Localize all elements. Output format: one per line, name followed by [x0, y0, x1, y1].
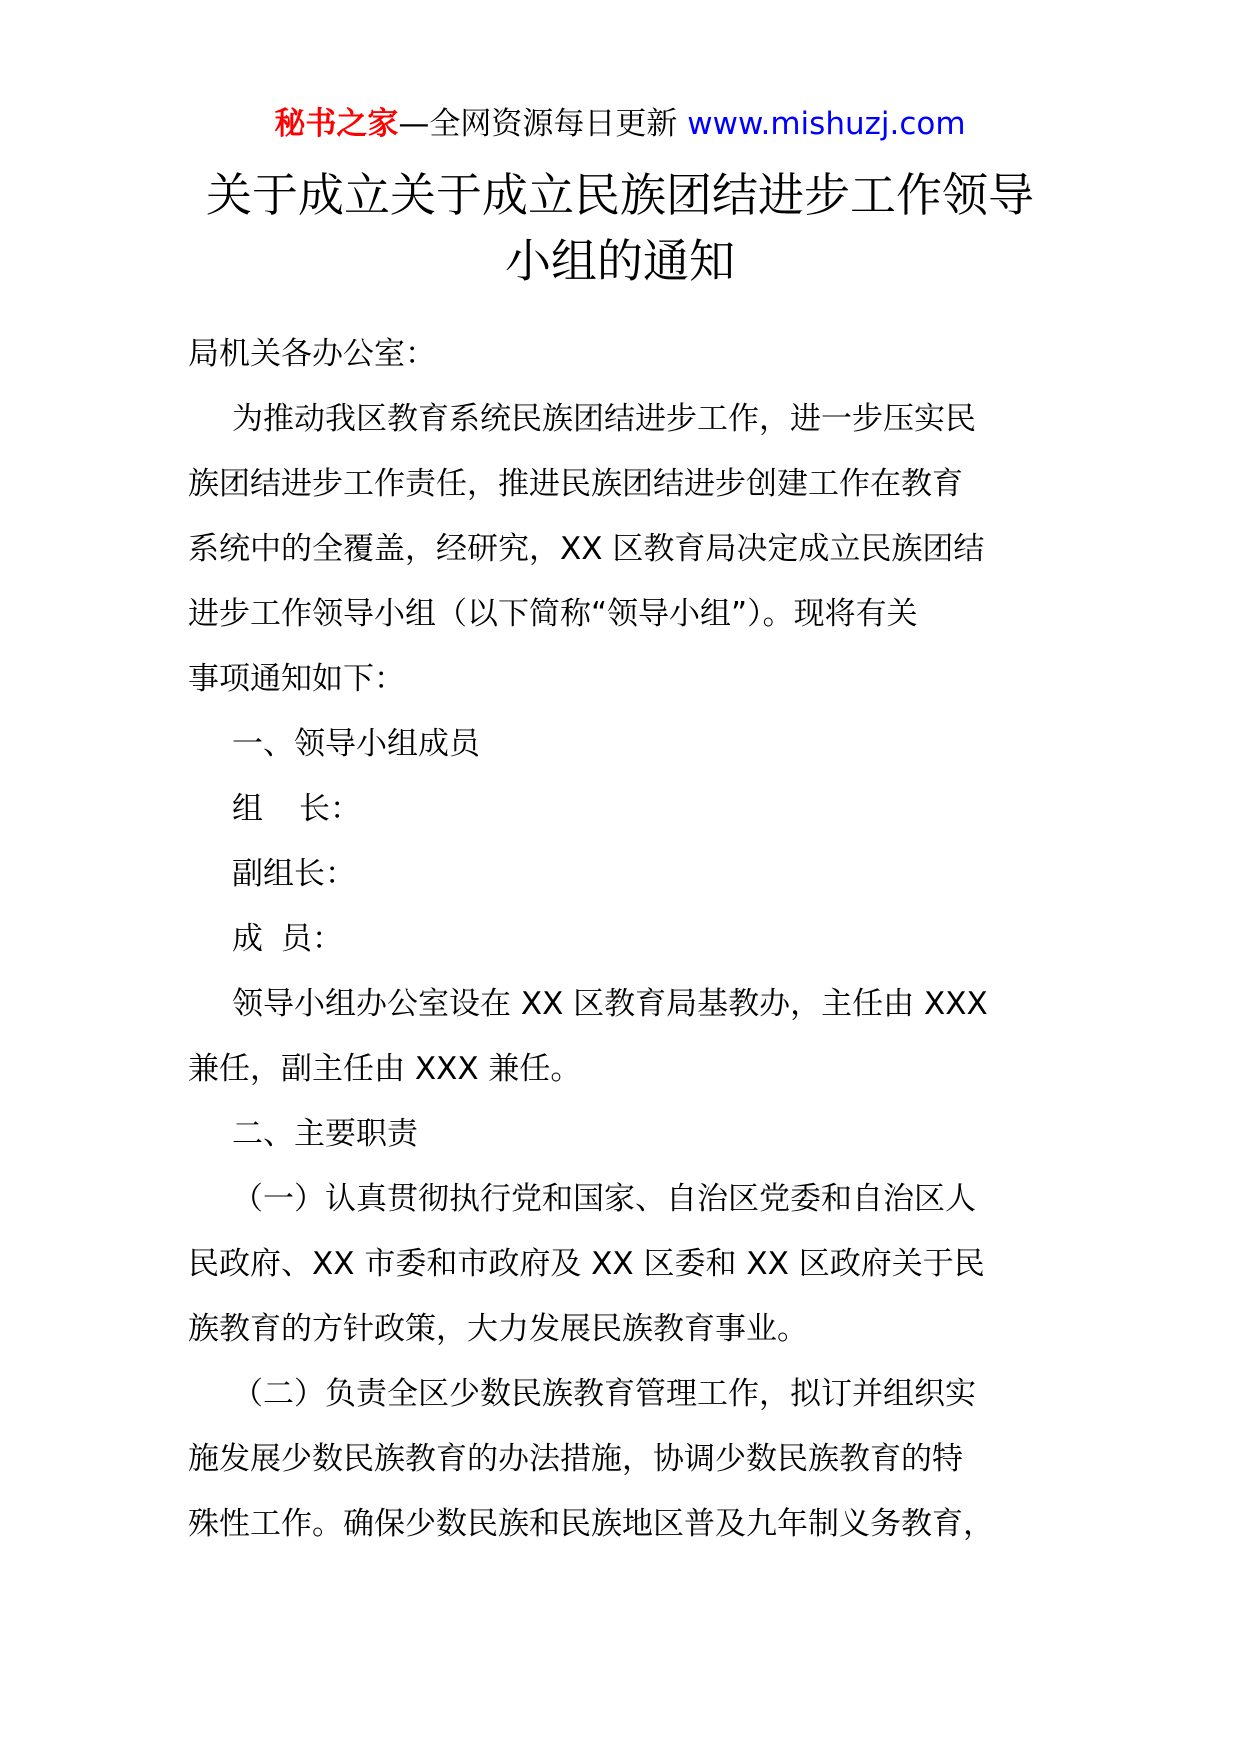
office-paragraph-line: 兼任，副主任由 XXX 兼任。 — [188, 1051, 582, 1087]
deputy-leader-label: 副组长： — [232, 856, 356, 892]
duty-1-line: （一）认真贯彻执行党和国家、自治区党委和自治区人 — [232, 1181, 976, 1217]
member-label-part: 成 — [232, 921, 263, 957]
duty-1-line: 族教育的方针政策，大力发展民族教育事业。 — [188, 1311, 808, 1347]
title-line-1: 关于成立关于成立民族团结进步工作领导 — [206, 168, 1034, 222]
duty-2-line: 殊性工作。确保少数民族和民族地区普及九年制义务教育， — [188, 1506, 994, 1542]
leader-label — [188, 777, 1058, 842]
member-label — [188, 907, 1058, 972]
intro-paragraph-line: 系统中的全覆盖，经研究，XX 区教育局决定成立民族团结 — [188, 531, 985, 567]
section-heading-members: 一、领导小组成员 — [232, 726, 480, 762]
site-header — [0, 100, 1240, 148]
intro-paragraph-line: 为推动我区教育系统民族团结进步工作，进一步压实民 — [232, 401, 976, 437]
leader-label-part: 长： — [299, 791, 361, 827]
leader-label-part: 组 — [232, 791, 263, 827]
document-title — [190, 162, 1050, 294]
member-label-part: 员： — [281, 921, 343, 957]
duty-2-line: （二）负责全区少数民族教育管理工作，拟订并组织实 — [232, 1376, 976, 1412]
section-heading-duties: 二、主要职责 — [232, 1116, 418, 1152]
duty-2-line: 施发展少数民族教育的办法措施，协调少数民族教育的特 — [188, 1441, 963, 1477]
document-body — [188, 322, 1058, 1557]
title-line-2: 小组的通知 — [505, 234, 735, 288]
intro-paragraph-line: 族团结进步工作责任，推进民族团结进步创建工作在教育 — [188, 466, 963, 502]
duty-1-line: 民政府、XX 市委和市政府及 XX 区委和 XX 区政府关于民 — [188, 1246, 985, 1282]
intro-paragraph-line: 进步工作领导小组（以下简称“领导小组”）。现将有关 — [188, 596, 918, 632]
brand-name: 秘书之家 — [274, 106, 399, 142]
site-url-link[interactable]: www.mishuzj.com — [687, 106, 966, 142]
office-paragraph-line: 领导小组办公室设在 XX 区教育局基教办，主任由 XXX — [232, 986, 988, 1022]
salutation: 局机关各办公室： — [188, 336, 436, 372]
intro-paragraph-line: 事项通知如下： — [188, 661, 405, 697]
header-tagline: —全网资源每日更新 — [398, 106, 678, 142]
